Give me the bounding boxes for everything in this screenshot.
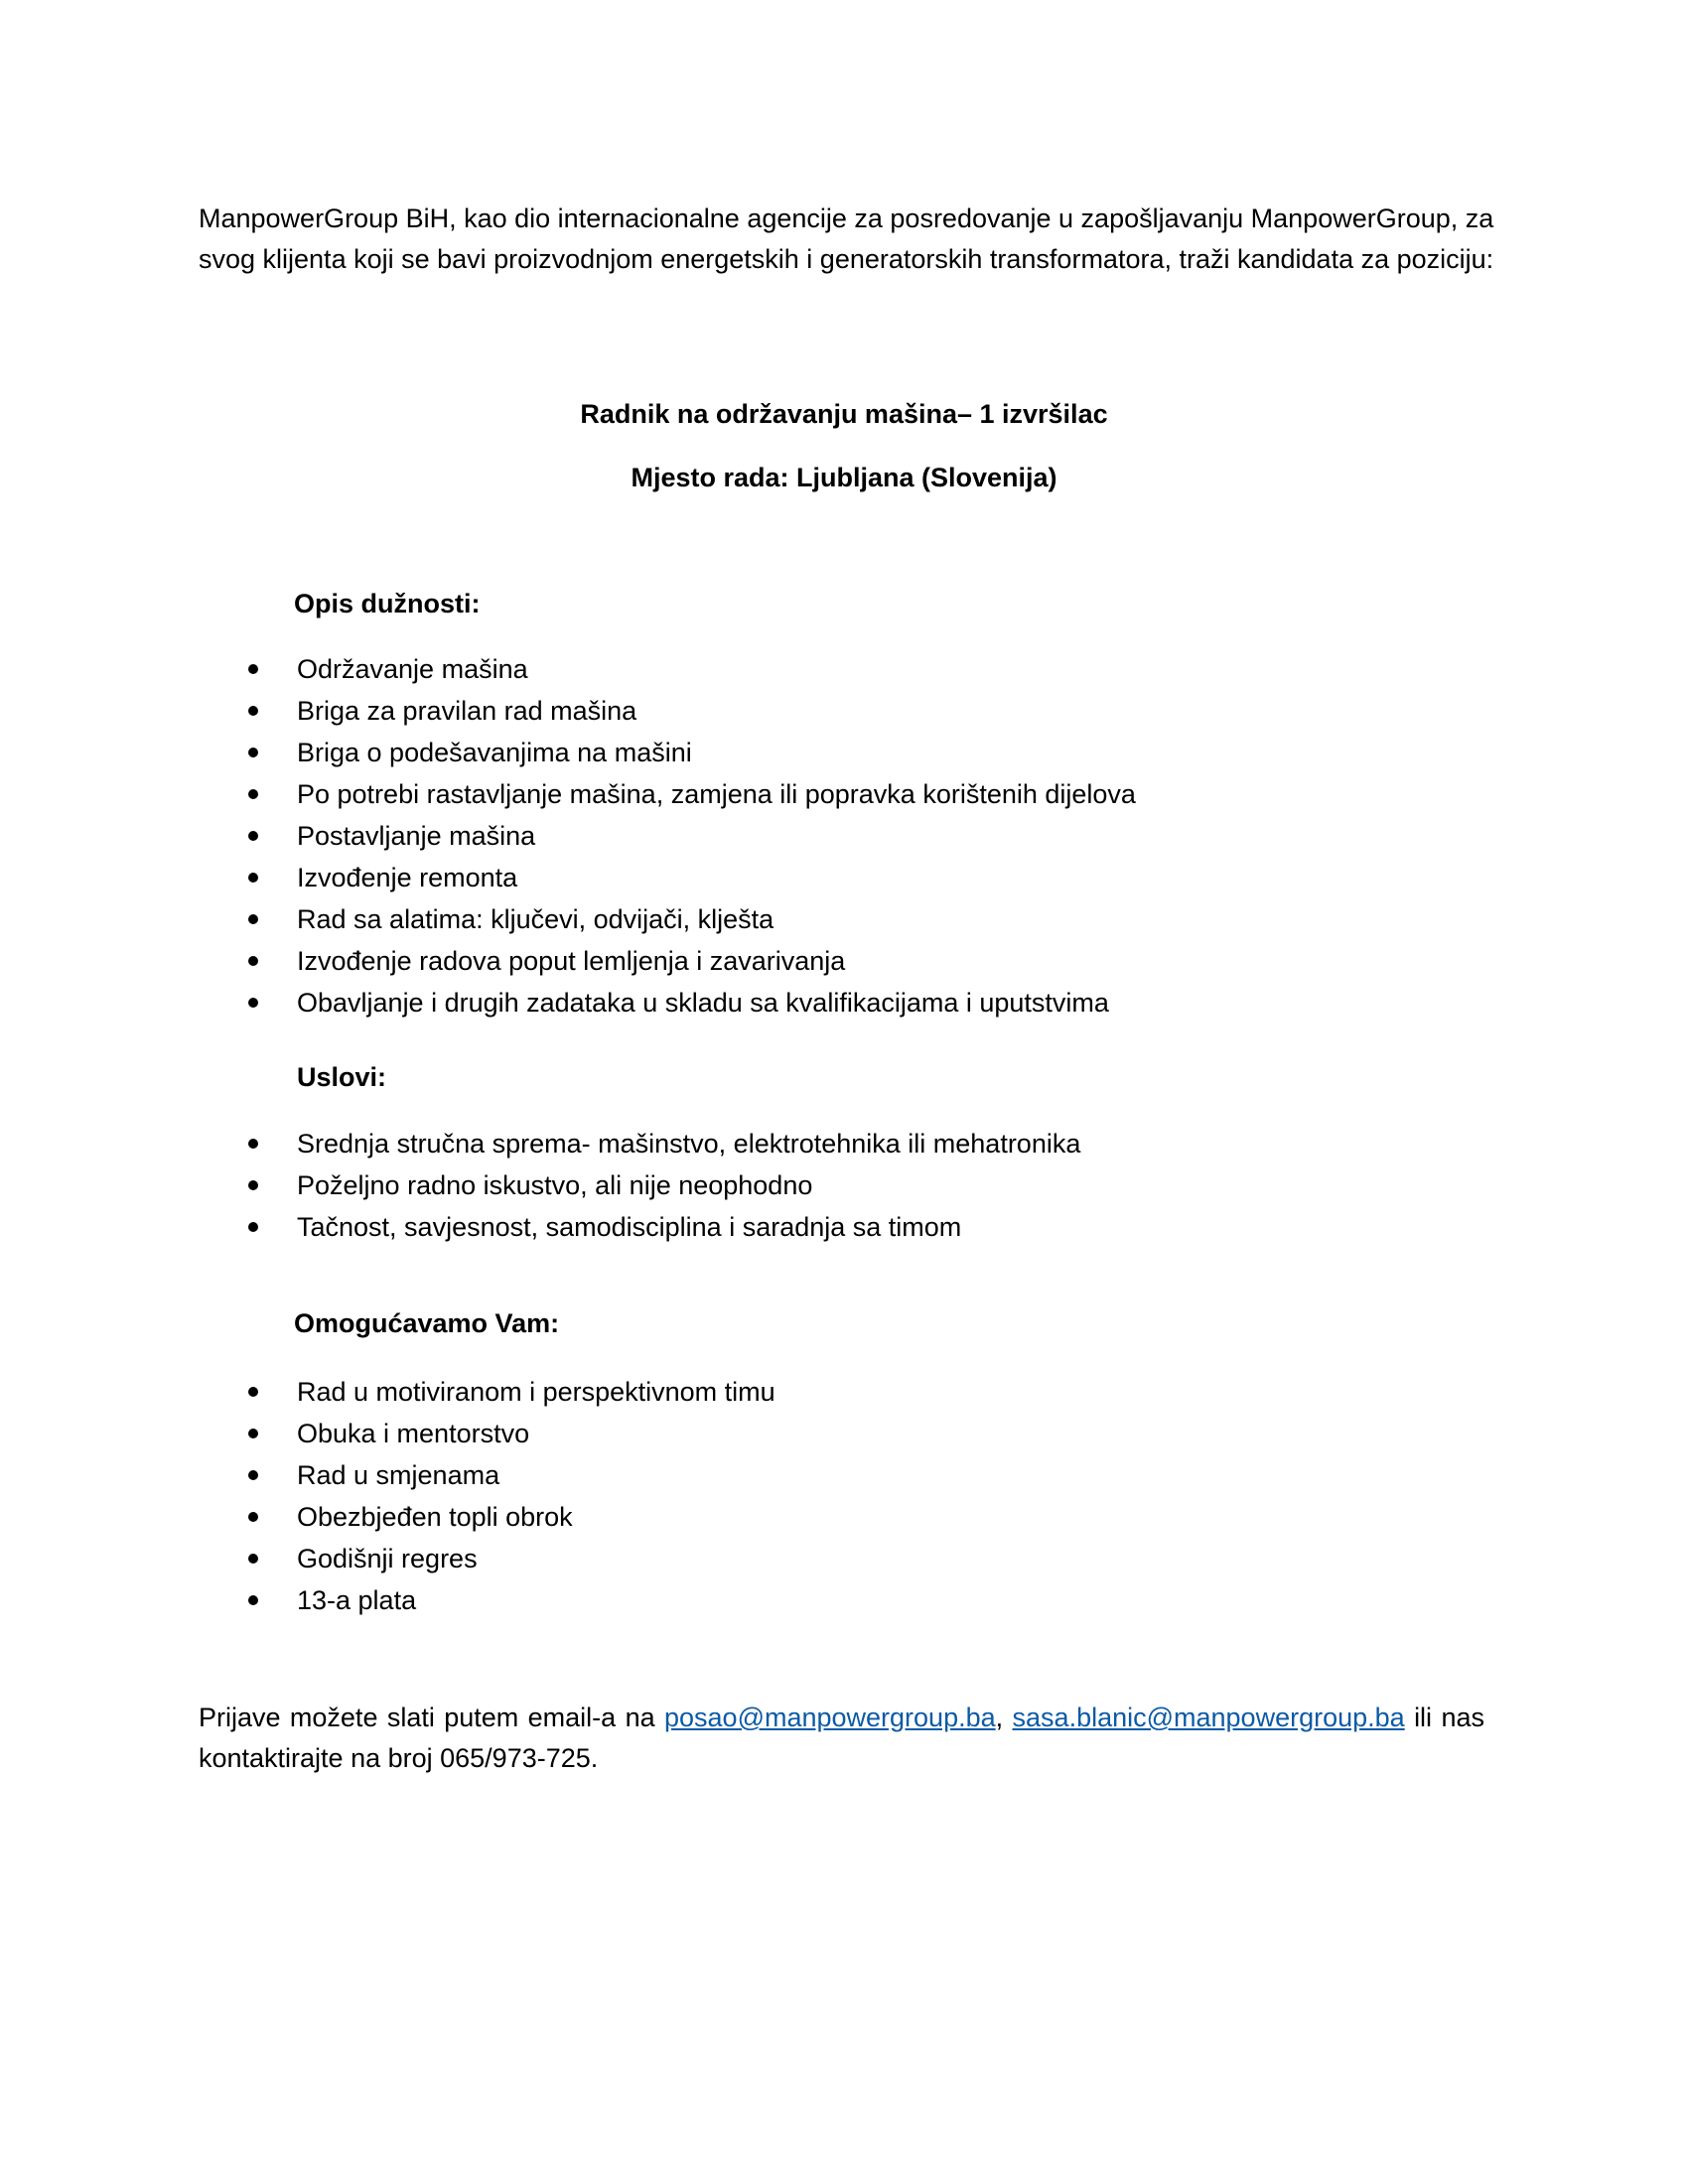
bullet-icon [248,1554,258,1564]
bullet-icon [248,1139,258,1149]
requirements-list [0,1123,1080,1248]
position-title: Radnik na održavanju mašina– 1 izvršilac [580,399,1108,429]
list-item: Rad u smjenama [0,1454,775,1496]
list-item: Obezbjeđen topli obrok [0,1496,775,1538]
list-item: Obuka i mentorstvo [0,1413,775,1454]
bullet-icon [248,1595,258,1605]
list-item: Briga za pravilan rad mašina [0,690,1136,732]
email-link-posao[interactable]: posao@manpowergroup.ba [664,1703,996,1732]
bullet-icon [248,1387,258,1397]
bullet-icon [248,998,258,1008]
bullet-icon [248,748,258,757]
benefits-heading: Omogućavamo Vam: [294,1308,560,1338]
duties-list [0,648,1136,1024]
bullet-icon [248,1470,258,1480]
bullet-icon [248,789,258,799]
bullet-icon [248,956,258,966]
bullet-icon [248,914,258,924]
list-item: Po potrebi rastavljanje mašina, zamjena ili popravka korištenih dijelova [0,773,1136,815]
list-item: Rad sa alatima: ključevi, odvijači, klješta [0,898,1136,940]
list-item: 13-a plata [0,1579,775,1621]
email-link-sasa-blanic[interactable]: sasa.blanic@manpowergroup.ba [1012,1703,1405,1732]
list-item: Postavljanje mašina [0,815,1136,857]
bullet-icon [248,873,258,883]
bullet-icon [248,831,258,841]
list-item: Izvođenje radova poput lemljenja i zavarivanja [0,940,1136,982]
list-item: Tačnost, savjesnost, samodisciplina i saradnja sa timom [0,1206,1080,1248]
list-item: Izvođenje remonta [0,857,1136,898]
contact-separator: , [995,1703,1004,1732]
list-item: Održavanje mašina [0,648,1136,690]
bullet-icon [248,1180,258,1190]
contact-prefix: Prijave možete slati putem email-a na [199,1703,655,1732]
position-location: Mjesto rada: Ljubljana (Slovenija) [631,463,1057,492]
list-item: Poželjno radno iskustvo, ali nije neophodno [0,1164,1080,1206]
bullet-icon [248,664,258,674]
contact-suffix: ili nas kontaktirajte na broj 065/973-725. [199,1703,1484,1773]
bullet-icon [248,1429,258,1438]
benefits-list [0,1371,775,1621]
list-item: Godišnji regres [0,1538,775,1579]
intro-paragraph: ManpowerGroup BiH, kao dio internacionalne agencije za posredovanje u zapošljavanju ManpowerGroup, za svog klijenta koji se bavi proizvodnjom energetskih i generatorskih transformatora, traži kandidata za poziciju: [199,204,1494,274]
list-item: Obavljanje i drugih zadataka u skladu sa kvalifikacijama i uputstvima [0,982,1136,1024]
bullet-icon [248,1222,258,1232]
requirements-heading: Uslovi: [297,1062,387,1092]
list-item: Srednja stručna sprema- mašinstvo, elektrotehnika ili mehatronika [0,1123,1080,1164]
bullet-icon [248,706,258,716]
contact-paragraph [199,1698,1484,1779]
bullet-icon [248,1512,258,1522]
list-item: Briga o podešavanjima na mašini [0,732,1136,773]
list-item: Rad u motiviranom i perspektivnom timu [0,1371,775,1413]
duties-heading: Opis dužnosti: [294,589,481,618]
